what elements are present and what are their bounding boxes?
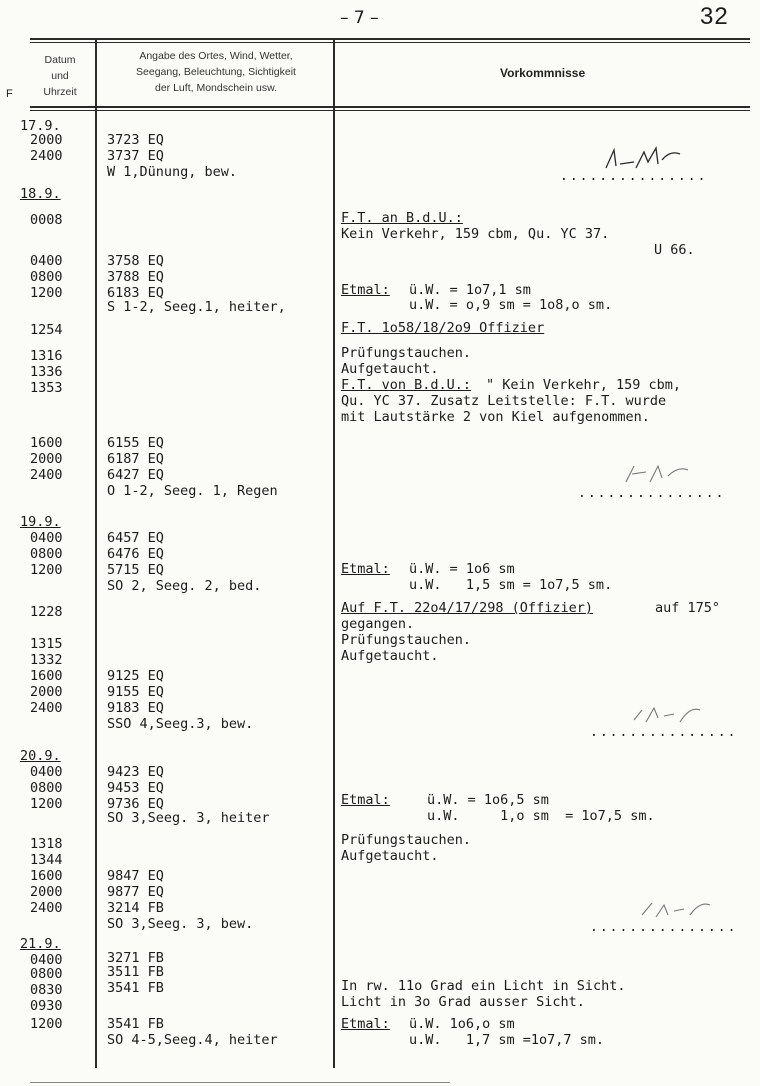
time-cell: 1600: [30, 668, 63, 684]
margin-mark: F: [6, 88, 13, 100]
position-cell: 3271 FB: [107, 950, 164, 966]
weather-cell: S 1-2, Seeg.1, heiter,: [107, 299, 286, 315]
event-text: Prüfungstauchen.: [341, 345, 472, 361]
date-18-9: 18.9.: [20, 186, 61, 202]
time-cell: 1316: [30, 348, 63, 364]
time-cell: 1200: [30, 562, 63, 578]
event-text: U 66.: [654, 242, 695, 258]
signature-dots: ...............: [590, 725, 738, 740]
time-cell: 1600: [30, 435, 63, 451]
time-cell: 2000: [30, 684, 63, 700]
event-text: F.T. an B.d.U.:: [341, 210, 463, 226]
weather-cell: SO 2, Seeg. 2, bed.: [107, 578, 262, 594]
header-ort-line-1: Angabe des Ortes, Wind, Wetter,: [139, 50, 293, 62]
time-cell: 2400: [30, 700, 63, 716]
event-text: u.W. 1,o sm = 1o7,5 sm.: [427, 808, 655, 824]
table-bottom-rule: [30, 1082, 450, 1083]
page-center-number: – 7 –: [340, 8, 379, 28]
position-cell: 3788 EQ: [107, 269, 164, 285]
position-cell: 9453 EQ: [107, 780, 164, 796]
time-cell: 2000: [30, 884, 63, 900]
position-cell: 9125 EQ: [107, 668, 164, 684]
time-cell: 1200: [30, 796, 63, 812]
weather-cell: SO 3,Seeg. 3, bew.: [107, 916, 254, 932]
header-ort-column: [100, 48, 332, 96]
etmal-label: Etmal:: [341, 561, 390, 577]
event-text: Aufgetaucht.: [341, 648, 439, 664]
header-datum-label: Datum: [44, 54, 76, 66]
event-text: Prüfungstauchen.: [341, 632, 472, 648]
time-cell: 2400: [30, 900, 63, 916]
event-text: Prüfungstauchen.: [341, 832, 472, 848]
position-cell: 6427 EQ: [107, 467, 164, 483]
header-datum-column: [30, 52, 90, 100]
time-cell: 1200: [30, 285, 63, 301]
time-cell: 2400: [30, 467, 63, 483]
position-cell: 9736 EQ: [107, 796, 164, 812]
column-divider-2: [333, 38, 335, 1068]
time-cell: 0830: [30, 982, 63, 998]
time-cell: 0800: [30, 966, 63, 982]
position-cell: 6187 EQ: [107, 451, 164, 467]
position-cell: 3214 FB: [107, 900, 164, 916]
etmal-label: Etmal:: [341, 792, 390, 808]
handwritten-initials: [600, 140, 690, 176]
header-uhrzeit-label: Uhrzeit: [43, 86, 77, 98]
date-19-9: 19.9.: [20, 514, 61, 530]
event-text: ü.W. = 1o6,5 sm: [427, 792, 549, 808]
signature-dots: ...............: [560, 169, 708, 184]
column-divider-1: [95, 38, 97, 1068]
event-text: u.W. 1,7 sm =1o7,7 sm.: [409, 1032, 605, 1048]
handwritten-initials: [628, 700, 708, 728]
weather-cell: SO 4-5,Seeg.4, heiter: [107, 1032, 278, 1048]
time-cell: 1228: [30, 604, 63, 620]
event-text: ü.W. 1o6,o sm: [409, 1016, 515, 1032]
time-cell: 0400: [30, 530, 63, 546]
time-cell: 0400: [30, 764, 63, 780]
position-cell: 6155 EQ: [107, 435, 164, 451]
weather-cell: W 1,Dünung, bew.: [107, 164, 238, 180]
time-cell: 1344: [30, 852, 63, 868]
date-20-9: 20.9.: [20, 748, 61, 764]
position-cell: 6183 EQ: [107, 285, 164, 301]
time-cell: 0930: [30, 998, 63, 1014]
position-cell: 3541 FB: [107, 1016, 164, 1032]
date-21-9: 21.9.: [20, 936, 61, 952]
time-cell: 1600: [30, 868, 63, 884]
position-cell: 5715 EQ: [107, 562, 164, 578]
time-cell: 0800: [30, 546, 63, 562]
event-text: Aufgetaucht.: [341, 848, 439, 864]
header-ort-line-2: Seegang, Beleuchtung, Sichtigkeit: [136, 66, 296, 78]
position-cell: 6457 EQ: [107, 530, 164, 546]
position-cell: 3737 EQ: [107, 148, 164, 164]
handwritten-initials: [618, 458, 698, 488]
etmal-label: Etmal:: [341, 282, 390, 298]
signature-dots: ...............: [578, 486, 726, 501]
signature-dots: ...............: [590, 920, 738, 935]
event-text: Qu. YC 37. Zusatz Leitstelle: F.T. wurde: [341, 393, 667, 409]
header-bottom-rule-thin: [30, 110, 750, 111]
time-cell: 1353: [30, 380, 63, 396]
date-17-9: 17.9.: [20, 118, 61, 134]
event-text: ü.W. = 1o6 sm: [409, 561, 515, 577]
weather-cell: O 1-2, Seeg. 1, Regen: [107, 483, 278, 499]
event-text: Aufgetaucht.: [341, 361, 439, 377]
position-cell: 9155 EQ: [107, 684, 164, 700]
position-cell: 3758 EQ: [107, 253, 164, 269]
position-cell: 9877 EQ: [107, 884, 164, 900]
table-top-rule-thin: [30, 42, 750, 43]
etmal-label: Etmal:: [341, 1016, 390, 1032]
weather-cell: SO 3,Seeg. 3, heiter: [107, 810, 270, 826]
weather-cell: SSO 4,Seeg.3, bew.: [107, 716, 254, 732]
time-cell: 1318: [30, 836, 63, 852]
time-cell: 1315: [30, 636, 63, 652]
position-cell: 9183 EQ: [107, 700, 164, 716]
event-text: In rw. 11o Grad ein Licht in Sicht.: [341, 978, 626, 994]
time-cell: 2000: [30, 132, 63, 148]
time-cell: 1336: [30, 364, 63, 380]
header-vorkommnisse: Vorkommnisse: [500, 66, 586, 80]
event-text: u.W. 1,5 sm = 1o7,5 sm.: [409, 577, 613, 593]
header-und-label: und: [51, 70, 69, 82]
time-cell: 0008: [30, 212, 63, 228]
event-text: mit Lautstärke 2 von Kiel aufgenommen.: [341, 409, 650, 425]
time-cell: 1200: [30, 1016, 63, 1032]
time-cell: 0400: [30, 952, 63, 968]
time-cell: 1254: [30, 322, 63, 338]
header-ort-line-3: der Luft, Mondschein usw.: [155, 82, 277, 94]
event-text: gegangen.: [341, 616, 415, 632]
event-text: Licht in 3o Grad ausser Sicht.: [341, 994, 585, 1010]
page-number: 32: [700, 3, 729, 30]
time-cell: 2000: [30, 451, 63, 467]
position-cell: 3541 FB: [107, 980, 164, 996]
position-cell: 3723 EQ: [107, 132, 164, 148]
header-bottom-rule: [30, 106, 750, 108]
position-cell: 9423 EQ: [107, 764, 164, 780]
event-text: auf 175°: [655, 600, 721, 616]
event-text: Auf F.T. 22o4/17/298 (Offizier): [341, 600, 593, 616]
event-text: ü.W. = 1o7,1 sm: [409, 282, 531, 298]
event-text: Kein Verkehr, 159 cbm, Qu. YC 37.: [341, 226, 610, 242]
time-cell: 2400: [30, 148, 63, 164]
time-cell: 0800: [30, 269, 63, 285]
event-text: u.W. = o,9 sm = 1o8,o sm.: [409, 297, 613, 313]
handwritten-initials: [636, 895, 716, 923]
time-cell: 1332: [30, 652, 63, 668]
position-cell: 6476 EQ: [107, 546, 164, 562]
event-text: F.T. von B.d.U.:: [341, 377, 472, 393]
event-text: F.T. 1o58/18/2o9 Offizier: [341, 320, 545, 336]
table-top-rule: [30, 38, 750, 40]
time-cell: 0800: [30, 780, 63, 796]
event-text: " Kein Verkehr, 159 cbm,: [486, 377, 682, 393]
position-cell: 9847 EQ: [107, 868, 164, 884]
time-cell: 0400: [30, 253, 63, 269]
position-cell: 3511 FB: [107, 964, 164, 980]
